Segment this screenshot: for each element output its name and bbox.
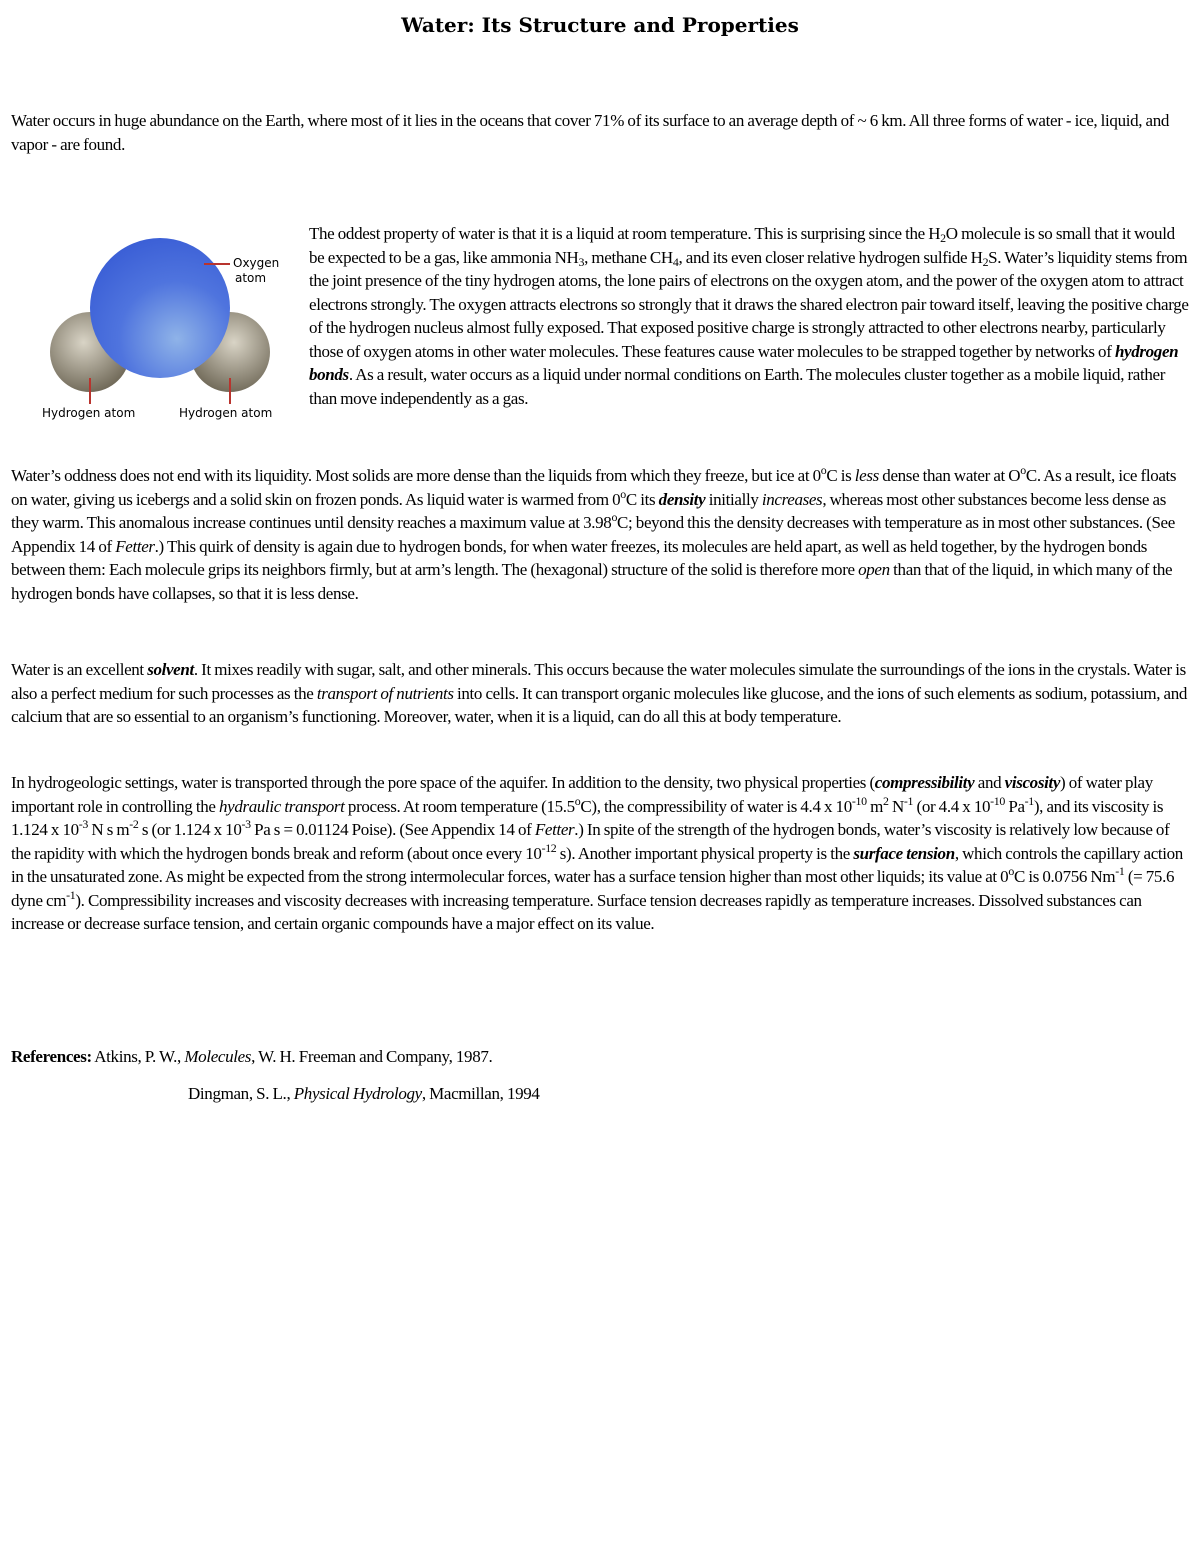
emphasis-less: less xyxy=(854,466,879,485)
superscript: -1 xyxy=(66,887,76,902)
text-run: , which controls the capillary action in the unsaturated zone. As might be expected from the strong intermolecular forces, water has a surface tension higher than most other liquids; its value at 0 xyxy=(11,843,1183,886)
term-solvent: solvent xyxy=(147,660,194,679)
oxygen-label-line1: Oxygen xyxy=(233,256,280,270)
subscript: 4 xyxy=(672,254,679,269)
text-run: The oddest property of water is that it is a liquid at room temperature. This is surprising since the H xyxy=(309,224,941,243)
hydrogen-right-label: Hydrogen atom xyxy=(179,406,273,420)
citation-fetter: Fetter xyxy=(115,536,155,556)
superscript: -1 xyxy=(1024,793,1034,808)
reference-title-physical-hydrology: Physical Hydrology xyxy=(293,1084,422,1103)
text-run: O molecule is so small that it would be expected to be a gas, like ammonia NH xyxy=(309,224,1175,267)
text-run: dense than water at O xyxy=(878,466,1021,485)
subscript: 3 xyxy=(578,254,585,269)
text-run: Pa s = 0.01124 Poise). (See Appendix 14 of xyxy=(250,820,535,839)
text-run: Pa xyxy=(1004,796,1025,816)
emphasis-increases: increases xyxy=(761,489,823,509)
superscript: -3 xyxy=(78,817,88,831)
term-density: density xyxy=(658,489,706,509)
text-run: Water is an excellent xyxy=(11,660,148,679)
degree-mark: o xyxy=(620,486,626,501)
text-run: Atkins, P. W., xyxy=(91,1047,185,1066)
text-run: (= 75.6 dyne cm xyxy=(11,867,1175,910)
term-viscosity: viscosity xyxy=(1004,773,1061,792)
text-run: , Macmillan, 1994 xyxy=(421,1084,540,1103)
text-run: into cells. It can transport organic molecules like glucose, and the ions of such elements as sodium, potassium, and calcium that are so essential to an organism’s functioning. Moreover, water, when it is a liquid, can do all this at body temperature. xyxy=(11,683,1188,726)
text-run: , methane CH xyxy=(584,247,673,267)
text-run: and xyxy=(974,773,1005,792)
text-run: Water’s oddness does not end with its liquidity. Most solids are more dense than the liquids from which they freeze, but ice at 0 xyxy=(11,466,821,485)
text-run: s). Another important physical property is the xyxy=(556,843,854,863)
citation-fetter: Fetter xyxy=(534,820,575,839)
superscript: -1 xyxy=(903,793,914,808)
hydrogen-left-label: Hydrogen atom xyxy=(42,406,136,420)
superscript: -1 xyxy=(1115,864,1125,878)
references-label: References: xyxy=(11,1047,92,1066)
text-run: C is xyxy=(826,466,855,485)
text-run: C its xyxy=(625,489,659,509)
solvent-paragraph xyxy=(11,658,1191,729)
text-run: In hydrogeologic settings, water is transported through the pore space of the aquifer. In addition to the density, two physical properties ( xyxy=(11,773,875,792)
degree-mark: o xyxy=(611,510,618,524)
text-run: , W. H. Freeman and Company, 1987. xyxy=(251,1047,493,1066)
text-run: . It mixes readily with sugar, salt, and other minerals. This occurs because the water molecules simulate the surroundings of the ions in the crystals. Water is also a perfect medium for such processes as the xyxy=(11,660,1186,703)
degree-mark: o xyxy=(1008,864,1014,878)
page-title: Water: Its Structure and Properties xyxy=(401,13,799,37)
text-run: C; beyond this the density decreases with temperature as in most other substances. (See Appendix 14 of xyxy=(11,513,1175,556)
text-run: , whereas most other substances become less dense as they warm. This anomalous increase continues until density reaches a maximum value at 3.98 xyxy=(11,489,1166,532)
text-run: .) In spite of the strength of the hydrogen bonds, water’s viscosity is relatively low because of the rapidity with which the hydrogen bonds break and reform (about once every 10 xyxy=(11,820,1170,863)
subscript: 2 xyxy=(982,254,989,269)
reference-title-molecules: Molecules xyxy=(184,1047,252,1066)
superscript: -3 xyxy=(241,817,251,831)
density-paragraph xyxy=(11,464,1191,605)
text-run: m xyxy=(866,796,883,816)
text-run: ), and its viscosity is 1.124 x 10 xyxy=(11,796,1164,839)
references-section xyxy=(11,1045,1191,1105)
text-run: Dingman, S. L., xyxy=(188,1084,294,1103)
emphasis-hydraulic-transport: hydraulic transport xyxy=(218,796,345,816)
term-surface-tension: surface tension xyxy=(853,843,955,863)
text-run: C), the compressibility of water is 4.4 x 10 xyxy=(580,796,852,816)
superscript: -10 xyxy=(990,793,1005,808)
term-compressibility: compressibility xyxy=(874,773,975,792)
text-run: S. Water’s liquidity stems from the joint presence of the tiny hydrogen atoms, the lone pairs of electrons on the oxygen atom, and the power of the oxygen atom to attract electrons strongly. The oxygen attracts electrons so strongly that it draws the shared electron pair toward itself, leaving the positive charge of the hydrogen nucleus almost fully exposed. That exposed positive charge is strongly attracted to other electrons nearby, particularly those of oxygen atoms in other water molecules. These features cause water molecules to be strapped together by networks of xyxy=(309,247,1189,361)
text-run: , and its even closer relative hydrogen sulfide H xyxy=(678,247,983,267)
text-run: . As a result, water occurs as a liquid under normal conditions on Earth. The molecules cluster together as a mobile liquid, rather than move independently as a gas. xyxy=(309,365,1166,408)
oxygen-label-line2: atom xyxy=(235,271,267,285)
reference-indent xyxy=(188,1082,540,1106)
text-run: N s m xyxy=(87,820,130,839)
superscript: 2 xyxy=(882,793,889,808)
superscript: -2 xyxy=(129,817,139,831)
text-run: than that of the liquid, in which many of the hydrogen bonds have collapses, so that it is less dense. xyxy=(11,560,1173,603)
superscript: -10 xyxy=(851,793,867,808)
text-run: initially xyxy=(705,489,762,509)
text-run: C is 0.0756 Nm xyxy=(1013,867,1116,886)
emphasis-transport-of-nutrients: transport of nutrients xyxy=(316,683,454,703)
degree-mark: o xyxy=(574,793,581,808)
degree-mark: o xyxy=(820,463,827,477)
text-run: N xyxy=(888,796,904,816)
term-hydrogen-bonds: hydrogen bonds xyxy=(309,341,1179,384)
intro-paragraph: Water occurs in huge abundance on the Earth, where most of it lies in the oceans that cover 71% of its surface to an average depth of ~ 6 km. All three forms of water - ice, liquid, and vapor - are found. xyxy=(11,111,1170,154)
oxygen-atom xyxy=(90,238,230,378)
text-run: ) of water play important role in controlling the xyxy=(11,773,1153,816)
water-molecule-figure xyxy=(34,232,294,428)
text-run: process. At room temperature (15.5 xyxy=(344,796,575,816)
subscript: 2 xyxy=(940,231,946,245)
text-run: s (or 1.124 x 10 xyxy=(138,820,242,839)
text-run: (or 4.4 x 10 xyxy=(913,796,991,816)
text-run: C. As a result, ice floats on water, giving us icebergs and a solid skin on frozen ponds. As liquid water is warmed from 0 xyxy=(11,466,1177,509)
emphasis-open: open xyxy=(858,560,890,579)
hydrogeologic-paragraph xyxy=(11,771,1191,936)
reference-entry-dingman xyxy=(11,1082,1191,1105)
superscript: -12 xyxy=(541,840,557,855)
oddest-property-paragraph xyxy=(309,222,1191,410)
degree-mark: o xyxy=(1020,463,1026,477)
text-run: .) This quirk of density is again due to hydrogen bonds, for when water freezes, its molecules are held apart, as well as held together, by the hydrogen bonds between them: Each molecule grips its neighbors firmly, but at arm’s length. The (hexagonal) structure of the solid is therefore more xyxy=(11,536,1148,579)
text-run: ). Compressibility increases and viscosity decreases with increasing temperature. Surface tension decreases rapidly as temperature increases. Dissolved substances can increase or decrease surface tension, and certain organic compounds have a major effect on its value. xyxy=(11,890,1142,933)
reference-entry-atkins xyxy=(11,1045,1191,1068)
